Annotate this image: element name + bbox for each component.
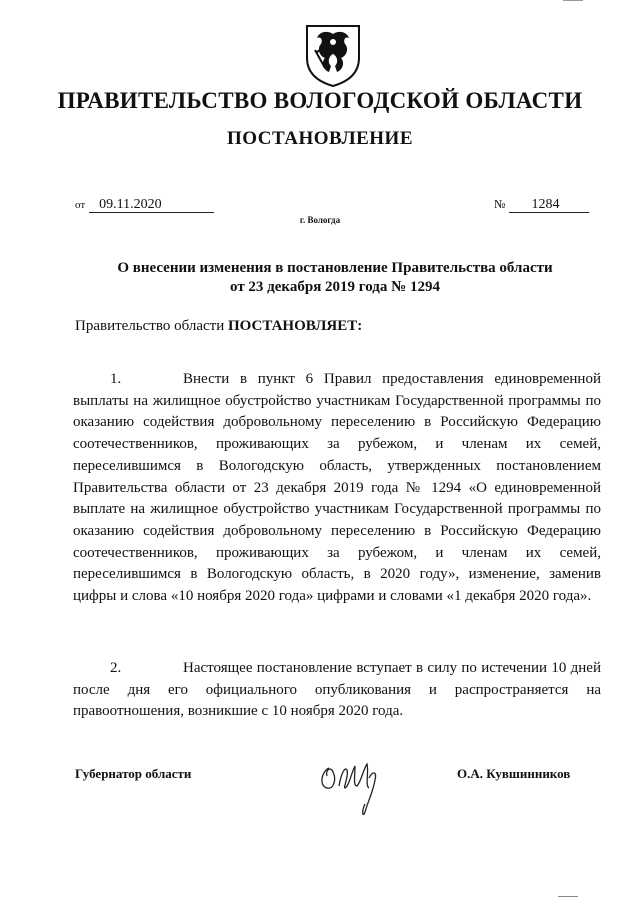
document-type: ПОСТАНОВЛЕНИЕ (226, 128, 414, 149)
handwritten-signature (315, 752, 390, 820)
number-sign: № (494, 197, 506, 211)
date-prefix: от (75, 199, 86, 211)
paragraph-1-number: 1. (110, 371, 122, 387)
document-title (60, 259, 610, 297)
title-line-2: от 23 декабря 2019 года № 1294 (230, 279, 440, 295)
paragraph-1 (73, 369, 601, 608)
paragraph-1-text: Внести в пункт 6 Правил предоставления единовременной выплаты на жилищное обустройство участникам Государственной программы по оказанию содействия добровольному переселению в Российскую Федерацию соотечественников, проживающих за рубежом, и членам их семей, переселившимся в Вологодскую область, утвержденных постановлением Правительства области от 23 декабря 2019 года № 1294 «О единовременной выплате на жилищное обустройство участникам Государственной программы по оказанию содействия добровольному переселению в Российскую Федерацию соотечественников, проживающих за рубежом, и членам их семей, переселившимся в Вологодскую область, в 2020 году», изменение, заменив цифры и слова «10 ноября 2020 года» цифрами и словами «1 декабря 2020 года». (73, 371, 601, 605)
paragraph-2 (73, 658, 601, 723)
lead-sentence (75, 318, 362, 335)
paragraph-2-text: Настоящее постановление вступает в силу по истечении 10 дней после дня его официального опубликования и распространяется на правоотношения, возникшие с 10 ноября 2020 года. (73, 660, 601, 720)
lead-verb: ПОСТАНОВЛЯЕТ: (227, 318, 363, 334)
document-number (494, 196, 589, 213)
organization-title: ПРАВИТЕЛЬСТВО ВОЛОГОДСКОЙ ОБЛАСТИ (57, 88, 583, 113)
signatory-position: Губернатор области (75, 766, 192, 781)
city: г. Вологда (299, 215, 341, 225)
scan-mark (563, 0, 583, 1)
lead-subject: Правительство области (75, 318, 225, 334)
coat-of-arms-icon (303, 22, 363, 88)
number-value: 1284 (509, 197, 589, 213)
paragraph-2-number: 2. (110, 660, 122, 676)
date-value: 09.11.2020 (89, 197, 214, 213)
scan-mark (558, 896, 578, 897)
document-date (75, 196, 214, 213)
signatory-name: О.А. Кувшинников (457, 766, 571, 781)
title-line-1: О внесении изменения в постановление Правительства области (117, 260, 553, 276)
